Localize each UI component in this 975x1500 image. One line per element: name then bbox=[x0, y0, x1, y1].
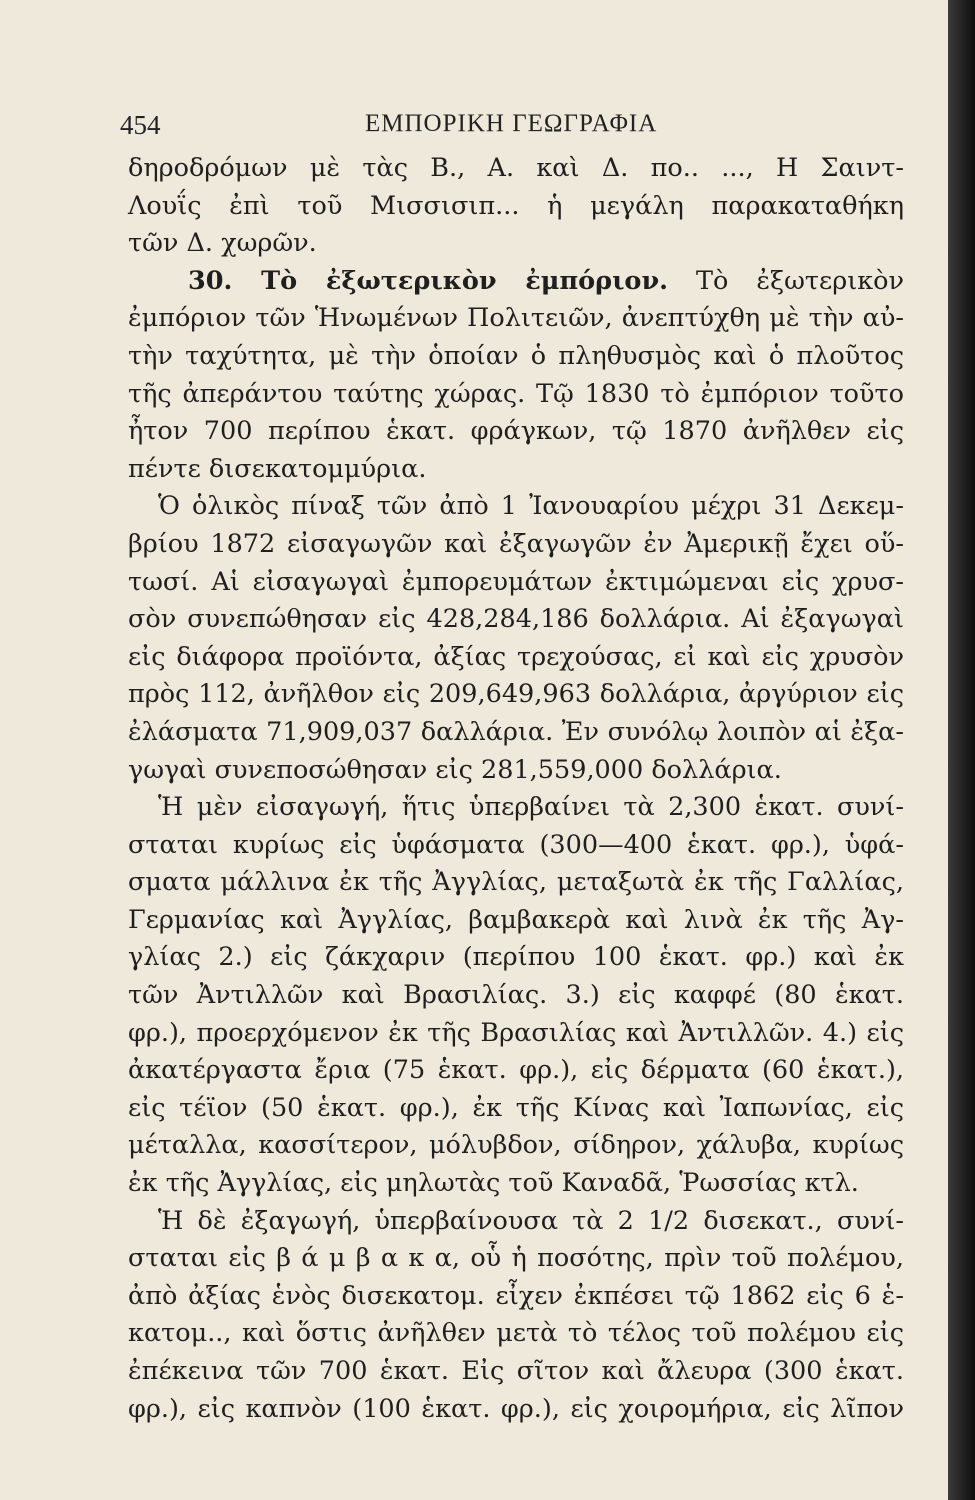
text-line: Ἡ μὲν εἰσαγωγή, ἥτις ὑπερβαίνει τὰ 2,300 ἑκατ. συνί- bbox=[158, 792, 904, 823]
text-line: πέντε δισεκατομμύρια. bbox=[128, 453, 427, 484]
text-line: τωσί. Αἱ εἰσαγωγαὶ ἐμπορευμάτων ἐκτιμώμεναι εἰς χρυσ- bbox=[128, 566, 904, 597]
text-line: τῶν Δ. χωρῶν. bbox=[128, 228, 317, 259]
text-line: ἦτον 700 περίπου ἑκατ. φράγκων, τῷ 1870 ἀνῆλθεν εἰς bbox=[128, 416, 904, 447]
text-line: ἀκατέργαστα ἔρια (75 ἑκατ. φρ.), εἰς δέρματα (60 ἑκατ.), bbox=[128, 1055, 904, 1086]
text-line: ἀπὸ ἀξίας ἑνὸς δισεκατομ. εἶχεν ἐκπέσει τῷ 1862 εἰς 6 ἑ- bbox=[128, 1280, 904, 1311]
text-line: ἐλάσματα 71,909,037 δαλλάρια. Ἐν συνόλῳ λοιπὸν αἱ ἐξα- bbox=[128, 716, 904, 747]
text-line: σταται εἰς β ά μ β α κ α, οὗ ἡ ποσότης, πρὶν τοῦ πολέμου, bbox=[128, 1243, 904, 1274]
text-line: σὸν συνεπώθησαν εἰς 428,284,186 δολλάρια. Αἱ ἐξαγωγαὶ bbox=[128, 604, 904, 635]
text-line: εἰς τέϊον (50 ἑκατ. φρ.), ἐκ τῆς Κίνας καὶ Ἰαπωνίας, εἰς bbox=[128, 1092, 904, 1123]
text-line: ἐπέκεινα τῶν 700 ἑκατ. Εἰς σῖτον καὶ ἄλευρα (300 ἑκατ. bbox=[128, 1356, 904, 1386]
book-binding-edge bbox=[948, 0, 975, 1500]
section-heading: 30. Τὸ ἐξωτερικὸν ἐμπόριον. bbox=[188, 265, 669, 296]
text-line: φρ.), προερχόμενον ἐκ τῆς Βρασιλίας καὶ Ἀντιλλῶν. 4.) εἰς bbox=[128, 1017, 904, 1048]
text-line: Ὁ ὁλικὸς πίναξ τῶν ἀπὸ 1 Ἰανουαρίου μέχρι 31 Δεκεμ- bbox=[158, 491, 904, 522]
text-line: σταται κυρίως εἰς ὑφάσματα (300—400 ἑκατ. φρ.), ὑφά- bbox=[128, 829, 904, 860]
text-line: πρὸς 112, ἀνῆλθον εἰς 209,649,963 δολλάρια, ἀργύριον εἰς bbox=[128, 679, 904, 710]
text-line: βρίου 1872 εἰσαγωγῶν καὶ ἐξαγωγῶν ἐν Ἀμερικῇ ἔχει οὕ- bbox=[128, 528, 904, 559]
text-line: γλίας 2.) εἰς ζάκχαριν (περίπου 100 ἑκατ. φρ.) καὶ ἐκ bbox=[128, 942, 904, 973]
page-header bbox=[120, 110, 900, 150]
text-line: Γερμανίας καὶ Ἀγγλίας, βαμβακερὰ καὶ λινὰ ἐκ τῆς Ἀγ- bbox=[128, 904, 904, 935]
text-line: γωγαὶ συνεποσώθησαν εἰς 281,559,000 δολλάρια. bbox=[128, 754, 782, 785]
text-line: τὴν ταχύτητα, μὲ τὴν ὁποίαν ὁ πληθυσμὸς καὶ ὁ πλοῦτος bbox=[128, 340, 904, 371]
page-number: 454 bbox=[120, 110, 161, 140]
section-heading-line bbox=[128, 263, 904, 301]
body-text bbox=[128, 150, 904, 1428]
text-line-fragment: Τὸ ἐξωτερικὸν bbox=[696, 265, 904, 296]
text-line: τῶν Ἀντιλλῶν καὶ Βρασιλίας. 3.) εἰς καφφέ (80 ἑκατ. bbox=[128, 980, 904, 1011]
text-line: μέταλλα, κασσίτερον, μόλυβδον, σίδηρον, χάλυβα, κυρίως bbox=[128, 1130, 904, 1161]
text-line: ἐμπόριον τῶν Ἡνωμένων Πολιτειῶν, ἀνεπτύχθη μὲ τὴν αὐ- bbox=[128, 303, 904, 334]
text-line: εἰς διάφορα προϊόντα, ἀξίας τρεχούσας, εἰ καὶ εἰς χρυσὸν bbox=[128, 641, 904, 672]
text-line: κατομ.., καὶ ὅστις ἀνῆλθεν μετὰ τὸ τέλος τοῦ πολέμου εἰς bbox=[128, 1318, 904, 1349]
text-line: ἐκ τῆς Ἀγγλίας, εἰς μηλωτὰς τοῦ Καναδᾶ, Ῥωσσίας κτλ. bbox=[128, 1168, 859, 1199]
text-line: τῆς ἀπεράντου ταύτης χώρας. Τῷ 1830 τὸ ἐμπόριον τοῦτο bbox=[128, 378, 904, 409]
text-line: δηροδρόμων μὲ τὰς Β., Α. καὶ Δ. πο.. ..., Η Σαιντ- bbox=[128, 153, 904, 183]
text-line: φρ.), εἰς καπνὸν (100 ἑκατ. φρ.), εἰς χοιρομήρια, εἰς λῖπον bbox=[128, 1393, 904, 1424]
text-line: Λουΐς ἐπὶ τοῦ Μισσισιπ... ἡ μεγάλη παρακαταθήκη bbox=[128, 190, 904, 221]
text-line: Ἡ δὲ ἐξαγωγή, ὑπερβαίνουσα τὰ 2 1/2 δισεκατ., συνί- bbox=[158, 1205, 904, 1236]
running-title: ΕΜΠΟΡΙΚΗ ΓΕΩΓΡΑΦΙΑ bbox=[365, 110, 658, 137]
text-line: σματα μάλλινα ἐκ τῆς Ἀγγλίας, μεταξωτὰ ἐκ τῆς Γαλλίας, bbox=[128, 867, 904, 898]
